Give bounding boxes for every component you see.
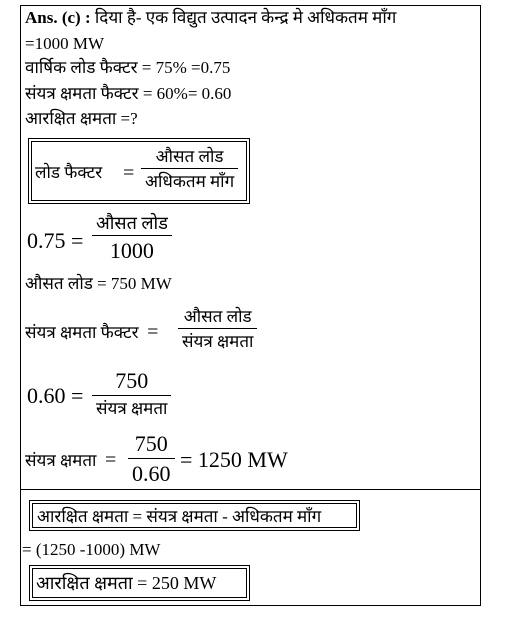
- step3-fraction: [128, 433, 175, 485]
- capacity-factor-lhs: संयत्र क्षमता फैक्टर =: [25, 321, 159, 343]
- load-factor-lhs: लोड फैक्टर: [35, 163, 103, 182]
- numerator: औसत लोड: [183, 307, 252, 326]
- denominator: 1000: [92, 235, 172, 262]
- intro-line: [25, 9, 396, 26]
- reserve-formula: आरक्षित क्षमता = संयत्र क्षमता - अधिकतम माँग: [37, 507, 322, 526]
- reserve-calc: = (1250 -1000) MW: [22, 540, 161, 559]
- load-factor-fraction: [141, 148, 238, 190]
- denominator: अधिकतम माँग: [141, 168, 238, 190]
- numerator: औसत लोड: [155, 147, 224, 166]
- max-demand: =1000 MW: [25, 34, 104, 53]
- numerator: 750: [115, 368, 149, 393]
- intro-text: दिया है- एक विद्युत उत्पादन केन्द्र मे अधिकतम माँग: [94, 8, 397, 27]
- final-answer-box: [29, 565, 250, 601]
- denominator: संयत्र क्षमता: [178, 328, 257, 350]
- avg-load-result: औसत लोड = 750 MW: [25, 274, 172, 293]
- section-divider: [20, 489, 481, 490]
- step1-fraction: [92, 214, 172, 262]
- reserve-capacity-question: आरक्षित क्षमता =?: [25, 109, 138, 128]
- step2-fraction: [92, 370, 171, 417]
- step3-result: = 1250 MW: [180, 447, 288, 472]
- annual-load-factor: वार्षिक लोड फैक्टर = 75% =0.75: [25, 58, 231, 77]
- numerator: 750: [134, 431, 168, 456]
- load-factor-formula-box: [28, 138, 250, 204]
- denominator: संयत्र क्षमता: [92, 395, 171, 417]
- capacity-factor-fraction: [178, 308, 257, 350]
- reserve-formula-box: [29, 500, 360, 531]
- step1-lhs: 0.75 =: [27, 228, 84, 253]
- numerator: औसत लोड: [96, 213, 168, 233]
- plant-capacity-factor: संयत्र क्षमता फैक्टर = 60%= 0.60: [25, 84, 232, 103]
- answer-label: Ans. (c) :: [25, 8, 91, 27]
- step2-lhs: 0.60 =: [27, 383, 84, 408]
- step3-lhs: संयत्र क्षमता =: [25, 449, 117, 471]
- denominator: 0.60: [128, 458, 175, 485]
- final-answer: आरक्षित क्षमता = 250 MW: [36, 573, 217, 593]
- equals-sign: =: [123, 162, 135, 184]
